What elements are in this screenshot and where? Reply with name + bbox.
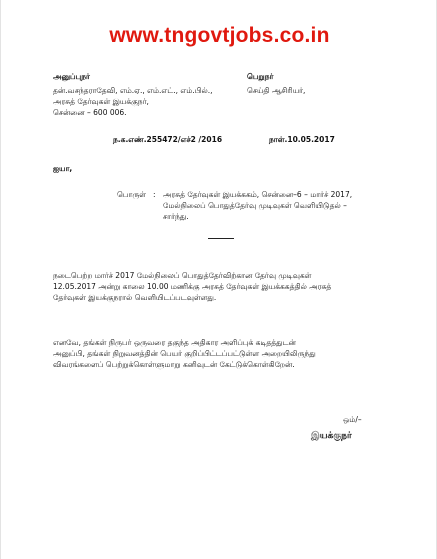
- paragraph-line: அனுப்பி, தங்கள் நிறுவனத்தின் பெயர் குறிப்பிட்டப்பட்டுள்ள அறையிலிருந்து: [53, 349, 316, 358]
- reference-number: ந.க.எண்.255472/எச்2 /2016: [113, 135, 223, 144]
- sender-label: அனுப்புநர்: [53, 72, 90, 81]
- receiver-name: செய்தி ஆசிரியர்,: [247, 86, 306, 95]
- subject-divider: [208, 238, 234, 239]
- salutation: ஐயா,: [53, 164, 73, 173]
- paragraph-line: தேர்வுகள் இயக்குநரால் வெளியிடப்படவுள்ளது.: [53, 293, 217, 302]
- paragraph-line: நடைபெற்ற மார்ச் 2017 மேல்நிலைப் பொதுத்தேர்விற்கான தேர்வு முடிவுகள்: [53, 271, 312, 280]
- subject-label: பொருள்: [117, 190, 147, 199]
- subject-line: அரசுத் தேர்வுகள் இயக்ககம், சென்னை–6 – மார்ச் 2017,: [163, 190, 353, 199]
- sender-designation: அரசுத் தேர்வுகள் இயக்குநர்,: [53, 97, 149, 106]
- body-paragraph-request: [53, 337, 368, 370]
- signature-mark: ஒம்/–: [343, 415, 362, 424]
- site-watermark: www.tngovtjobs.co.in: [109, 24, 330, 47]
- subject-line: மேல்நிலைப் பொதுத்தேர்வு முடிவுகள் வெளியிடுதல் –: [163, 201, 347, 210]
- sender-name: தன்.வசந்தராதேவி, எம்.ஏ., எம்.எட்., எம்.பில்.,: [53, 86, 213, 95]
- receiver-label: பெறுநர்: [247, 72, 274, 81]
- signer-designation: இயக்குநர்: [311, 431, 352, 441]
- sender-address: சென்னை – 600 006.: [53, 108, 127, 117]
- paragraph-line: எனவே, தங்கள் நிருபர் ஒருவரை தகுந்த அதிகார அளிப்புக் கடிதத்துடன்: [53, 338, 296, 347]
- paragraph-line: 12.05.2017 அன்று காலை 10.00 மணிக்கு அரசுத் தேர்வுகள் இயக்ககத்தில் அரசுத்: [53, 282, 332, 291]
- body-paragraph-results: [53, 270, 368, 303]
- subject-line: சார்ந்து.: [163, 212, 189, 221]
- paragraph-line: விவரங்களைப் பெற்றுக்கொள்ளுமாறு கனிவுடன் கேட்டுக்கொள்கிறேன்.: [53, 360, 295, 369]
- letter-date: நாள்.10.05.2017: [269, 135, 335, 144]
- subject-colon: :: [153, 190, 156, 199]
